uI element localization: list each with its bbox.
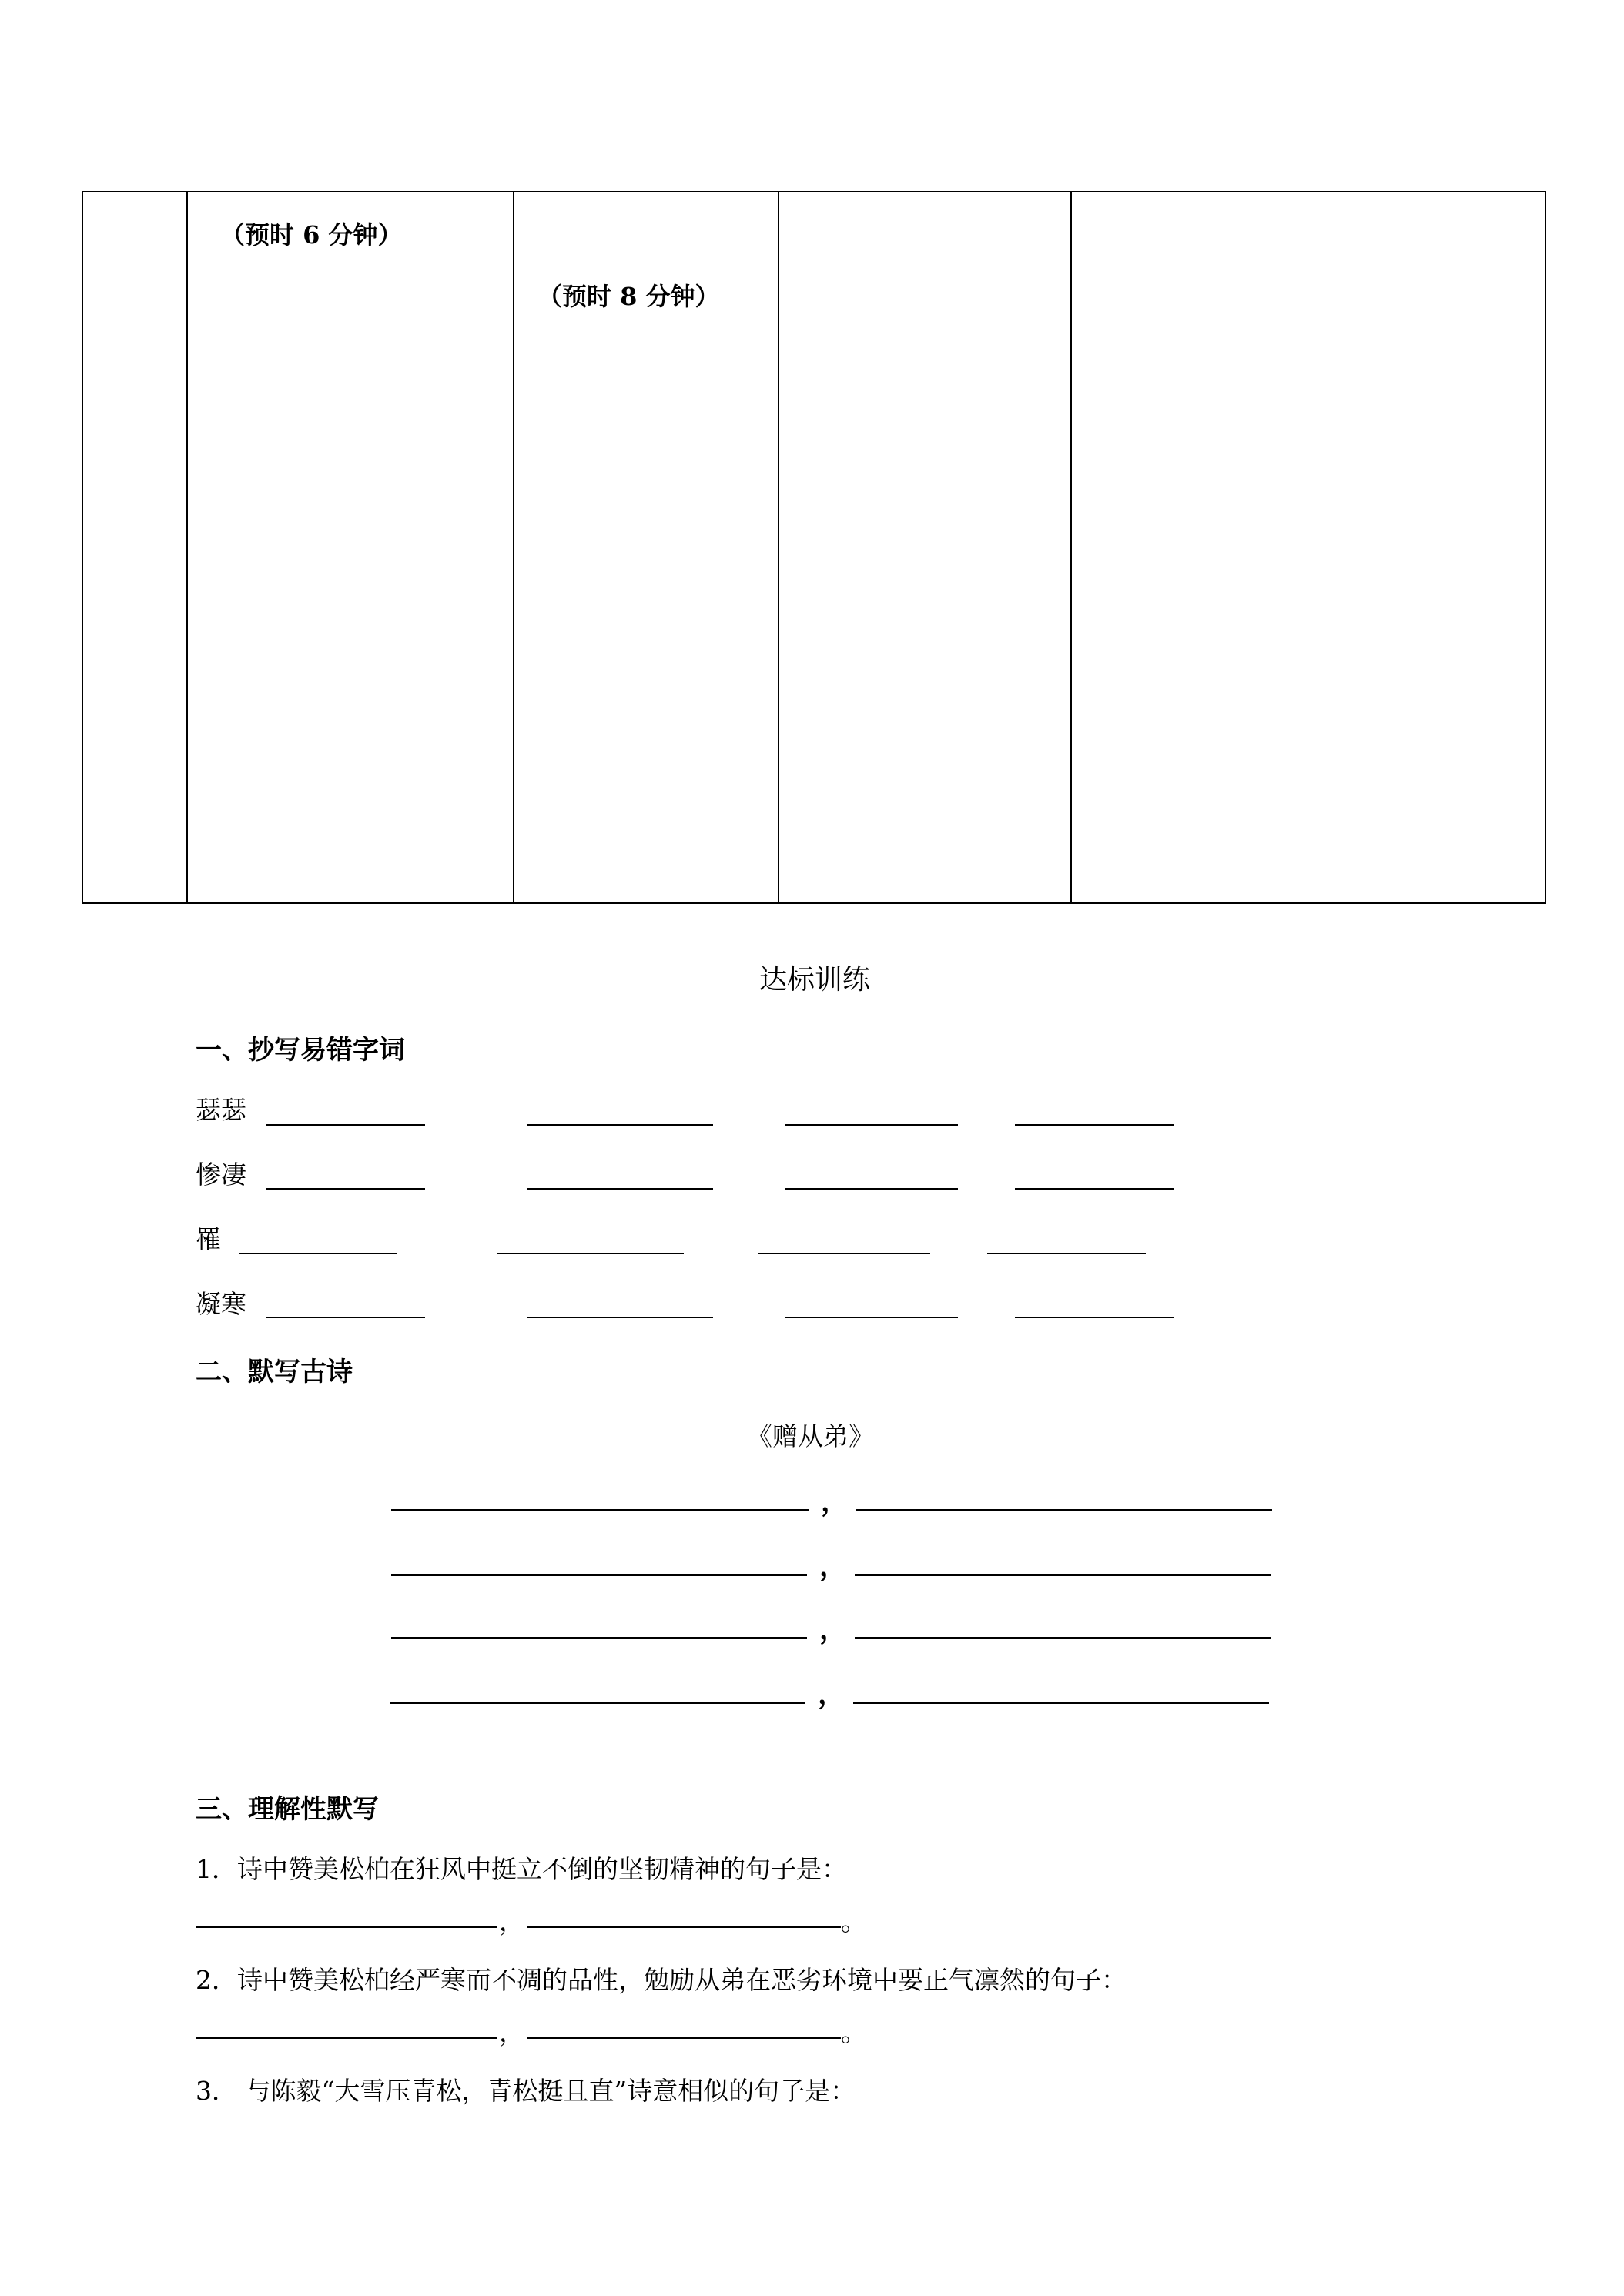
- answer-blank[interactable]: [527, 1926, 841, 1928]
- answer-blank[interactable]: [196, 1926, 497, 1928]
- answer-blank[interactable]: [239, 1253, 397, 1254]
- table-cell-time-6: （预时 6 分钟）: [220, 220, 403, 249]
- answer-blank[interactable]: [785, 1124, 958, 1126]
- answer-blank[interactable]: [266, 1188, 425, 1190]
- question-3: 3． 与陈毅“大雪压青松，青松挺且直”诗意相似的句子是：: [196, 2076, 856, 2106]
- answer-blank[interactable]: [987, 1253, 1146, 1254]
- table-cell-time-8: （预时 8 分钟）: [537, 282, 720, 311]
- answer-blank[interactable]: [266, 1317, 425, 1318]
- word-label: 凝寒: [196, 1289, 246, 1319]
- word-label: 罹: [196, 1224, 221, 1254]
- table-divider: [778, 192, 779, 902]
- poem-comma: ，: [818, 1678, 846, 1710]
- answer-blank[interactable]: [785, 1317, 958, 1318]
- answer-blank[interactable]: [497, 1253, 684, 1254]
- poem-blank[interactable]: [391, 1509, 809, 1511]
- answer-comma: ，: [499, 2017, 524, 2047]
- table-divider: [186, 192, 188, 902]
- section-heading-comprehension: 三、理解性默写: [196, 1794, 379, 1825]
- word-label: 瑟瑟: [196, 1095, 246, 1125]
- answer-blank[interactable]: [196, 2037, 497, 2039]
- section-heading-poem-dictation: 二、默写古诗: [196, 1357, 353, 1387]
- poem-comma: ，: [819, 1550, 848, 1582]
- word-label: 惨凄: [196, 1160, 246, 1190]
- answer-blank[interactable]: [266, 1124, 425, 1126]
- answer-blank[interactable]: [527, 1124, 713, 1126]
- poem-blank[interactable]: [391, 1574, 807, 1576]
- poem-blank[interactable]: [390, 1702, 805, 1704]
- answer-period: 。: [841, 1906, 866, 1936]
- poem-blank[interactable]: [853, 1702, 1269, 1704]
- answer-blank[interactable]: [527, 1188, 713, 1190]
- answer-blank[interactable]: [785, 1188, 958, 1190]
- answer-blank[interactable]: [527, 2037, 841, 2039]
- table-divider: [513, 192, 514, 902]
- question-2: 2．诗中赞美松柏经严寒而不凋的品性，勉励从弟在恶劣环境中要正气凛然的句子：: [196, 1965, 1127, 1995]
- poem-title: 《赠从弟》: [747, 1421, 874, 1451]
- page-title: 达标训练: [759, 964, 871, 996]
- poem-comma: ，: [819, 1613, 848, 1645]
- answer-comma: ，: [499, 1906, 524, 1936]
- poem-blank[interactable]: [855, 1637, 1271, 1639]
- poem-comma: ，: [821, 1485, 849, 1518]
- section-heading-copy-words: 一、抄写易错字词: [196, 1035, 405, 1066]
- answer-blank[interactable]: [1015, 1188, 1174, 1190]
- lesson-plan-table: [82, 191, 1546, 904]
- answer-blank[interactable]: [758, 1253, 930, 1254]
- answer-blank[interactable]: [1015, 1124, 1174, 1126]
- table-divider: [1070, 192, 1072, 902]
- answer-blank[interactable]: [1015, 1317, 1174, 1318]
- poem-blank[interactable]: [391, 1637, 807, 1639]
- poem-blank[interactable]: [856, 1509, 1272, 1511]
- answer-blank[interactable]: [527, 1317, 713, 1318]
- poem-blank[interactable]: [855, 1574, 1271, 1576]
- answer-period: 。: [841, 2017, 866, 2047]
- question-1: 1．诗中赞美松柏在狂风中挺立不倒的坚韧精神的句子是：: [196, 1854, 847, 1884]
